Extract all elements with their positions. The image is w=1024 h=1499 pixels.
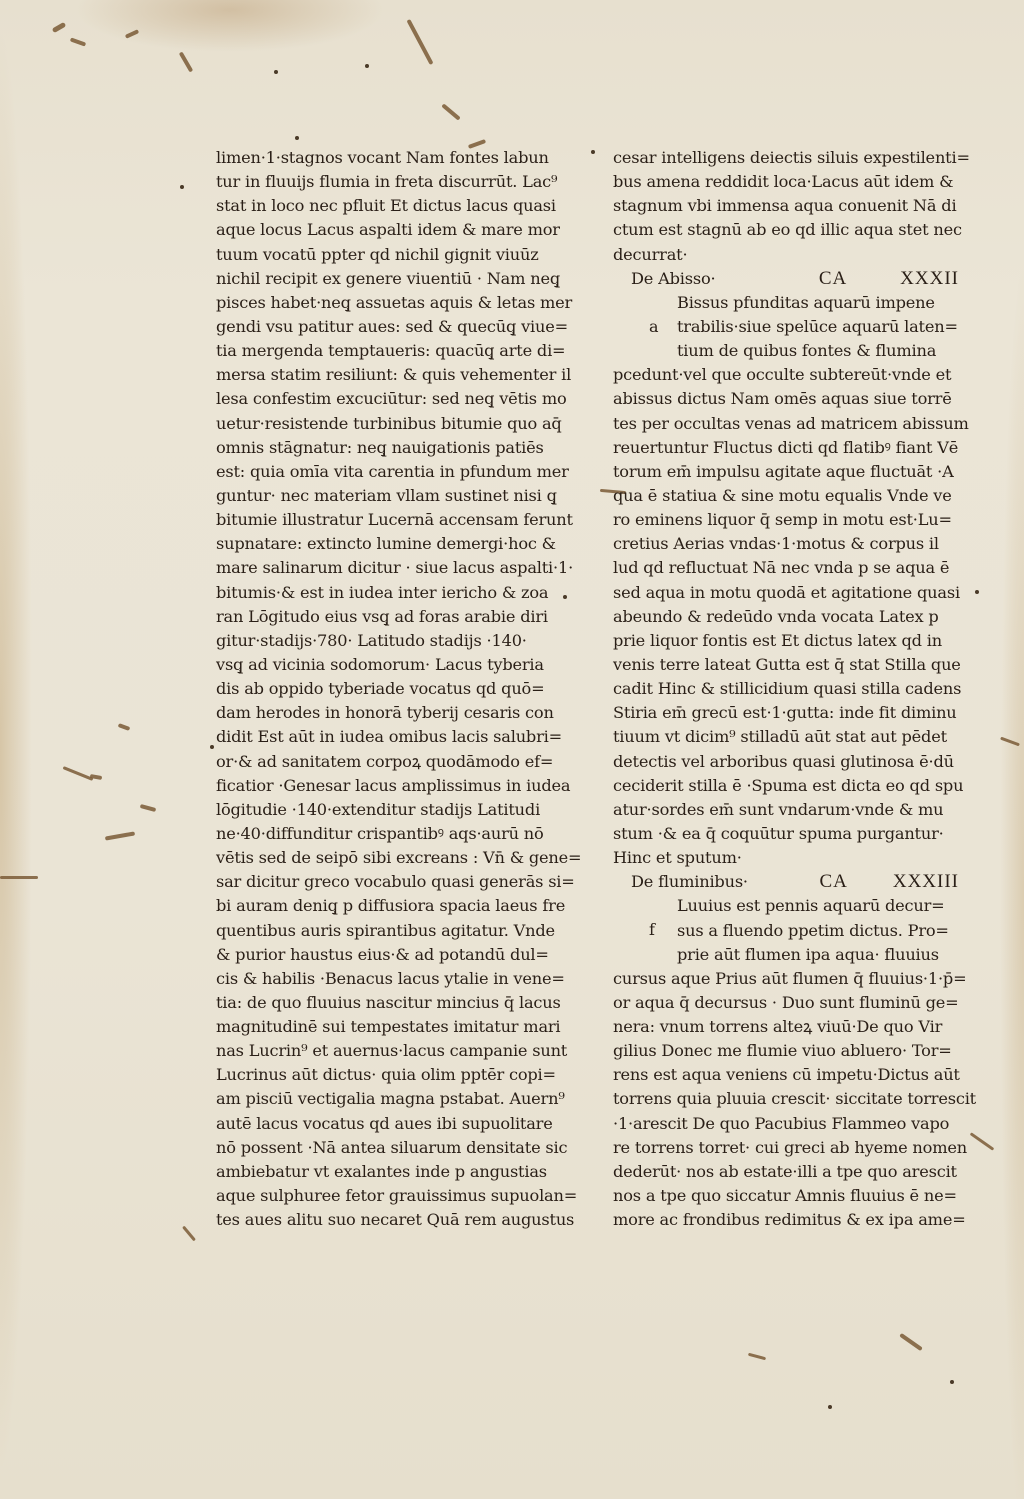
text-line: stat in loco nec pfluit Et dictus lacus quasi [216, 196, 556, 216]
text-line: bus amena reddidit loca·Lacus aūt idem & [613, 172, 954, 192]
text-line: aque locus Lacus aspalti idem & mare mor [216, 220, 560, 240]
text-line: cis & habilis ·Benacus lacus ytalie in vene= [216, 968, 565, 988]
text-line: prie liquor fontis est Et dictus latex qd in [613, 630, 942, 650]
text-line: dam herodes in honorā tyberij cesaris con [216, 703, 554, 723]
text-line: supnatare: extincto lumine demergi·hoc & [216, 534, 556, 554]
text-line: sar dicitur greco vocabulo quasi generās si= [216, 872, 575, 892]
wormhole-stain [1000, 737, 1020, 747]
text-line: aque sulphuree fetor grauissimus supuolan= [216, 1186, 578, 1206]
text-line: est: quia omīa vita carentia in pfundum mer [216, 461, 569, 481]
text-line: stum ·& ea q̄ coquūtur spuma purgantur· [613, 823, 944, 843]
text-line: torum em̄ impulsu agitate aque fluctuāt ·A [613, 461, 954, 481]
text-line: Bissus pfunditas aquarū impene [677, 292, 935, 312]
text-line: nō possent ·Nā antea siluarum densitate sic [216, 1137, 568, 1157]
text-line: nera: vnum torrens alteꝝ viuū·De quo Vir [613, 1017, 943, 1037]
text-line: re torrens torret· cui greci ab hyeme nomen [613, 1137, 967, 1157]
text-line: vsq̧ ad vicinia sodomorum· Lacus tyberia [216, 654, 544, 674]
wormhole-stain [0, 876, 38, 879]
wormhole-stain [899, 1333, 923, 1351]
text-line: qua ē statiua & sine motu equalis Vnde ve [613, 485, 952, 505]
text-line: ne·40·diffunditur crispantibꝰ aqs·aurū nō [216, 823, 544, 843]
text-line: pcedunt·vel que occulte subtereūt·vnde et [613, 365, 952, 385]
wormhole-stain [406, 19, 433, 65]
ink-speck [210, 745, 214, 749]
text-line: & purior haustus eius·& ad potandū dul= [216, 944, 549, 964]
text-line: tes aues alitu suo necaret Quā rem augustus [216, 1210, 575, 1230]
text-line: tium de quibus fontes & flumina [677, 341, 937, 361]
chapter-label: CA [819, 871, 848, 893]
text-line: ·1·arescit De quo Pacubius Flammeo vapo [613, 1113, 950, 1133]
text-line: reuertuntur Fluctus dicti qd flatibꝰ fiant Vē [613, 437, 959, 457]
ink-speck [295, 136, 299, 140]
ink-speck [828, 1405, 832, 1409]
text-line: tia: de quo fluuius nascitur mincius q̄ lacus [216, 992, 561, 1012]
guide-letter: f [649, 920, 655, 940]
initial-space-block [613, 291, 965, 363]
text-line: bitumis·& est in iudea inter iericho & zoa [216, 582, 549, 602]
text-line: gendi vsu patitur aues: sed & quecūq̧ viue= [216, 316, 568, 336]
text-line: guntur· nec materiam vllam sustinet nisi q̧ [216, 485, 557, 505]
text-line: cretius Aerias vndas·1·motus & corpus il [613, 534, 939, 554]
text-line: tur in fluuijs flumia in freta discurrūt. Lac⁹ [216, 172, 558, 192]
ink-speck [591, 150, 595, 154]
text-line: ceciderit stilla ē ·Spuma est dicta eo qd spu [613, 775, 964, 795]
text-line: autē lacus vocatus qd aues ibi supuolitare [216, 1113, 553, 1133]
guide-letter: a [649, 316, 659, 336]
chapter-number: XXXII [900, 267, 959, 289]
text-line: tes per occultas venas ad matricem abissum [613, 413, 969, 433]
wormhole-stain [125, 29, 139, 39]
ink-speck [950, 1380, 954, 1384]
ink-speck [274, 70, 278, 74]
text-line: quentibus auris spirantibus agitatur. Vnde [216, 920, 555, 940]
wormhole-stain [182, 1226, 196, 1242]
wormhole-stain [441, 103, 460, 120]
text-line: Hinc et sputum· [613, 848, 742, 868]
text-line: atur·sordes em̄ sunt vndarum·vnde & mu [613, 799, 944, 819]
text-line: decurrat· [613, 244, 688, 264]
text-line: abissus dictus Nam omēs aquas siue torrē [613, 389, 952, 409]
text-line: gitur·stadijs·780· Latitudo stadijs ·140· [216, 630, 527, 650]
text-line: nichil recipit ex genere viuentiū · Nam neq̧ [216, 268, 560, 288]
text-line: gilius Donec me flumie viuo abluero· Tor= [613, 1041, 952, 1061]
text-line: cursus aque Prius aūt flumen q̄ fluuius·1·p̄= [613, 968, 967, 988]
wormhole-stain [140, 804, 156, 812]
right-text-column [613, 146, 976, 1232]
wormhole-stain [63, 766, 94, 781]
text-line: lesa confestim excuciūtur: sed neq̧ vētis mo [216, 389, 567, 409]
text-line: ro eminens liquor q̄ semp in motu est·Lu= [613, 510, 952, 530]
text-line: nos a tpe quo siccatur Amnis fluuius ē ne= [613, 1186, 957, 1206]
chapter-title: De fluminibus· [631, 872, 748, 892]
text-line: Luuius est pennis aquarū decur= [677, 896, 945, 916]
text-line: vētis sed de seipō sibi excreans : Vn̄ & gene= [216, 848, 582, 868]
text-line: more ac frondibus redimitus & ex ipa ame= [613, 1210, 966, 1230]
text-line: abeundo & redeūdo vnda vocata Latex p [613, 606, 939, 626]
text-line: cadit Hinc & stillicidium quasi stilla cadens [613, 679, 962, 699]
chapter-heading [613, 267, 965, 291]
text-line: limen·1·stagnos vocant Nam fontes labun [216, 148, 549, 167]
wormhole-stain [52, 22, 67, 33]
text-line: tia mergenda temptaueris: quacūq̧ arte di= [216, 341, 566, 361]
chapter-heading [613, 870, 965, 894]
text-line: venis terre lateat Gutta est q̄ stat Stilla que [613, 654, 961, 674]
text-line: mare salinarum dicitur · siue lacus aspalti·1· [216, 558, 574, 578]
text-line: ambiebatur vt exalantes inde p angustias [216, 1161, 547, 1181]
text-line: tiuum vt dicim⁹ stilladū aūt stat aut pēdet [613, 727, 947, 747]
wormhole-stain [118, 723, 131, 731]
ink-speck [365, 64, 369, 68]
text-line: Lucrinus aūt dictus· quia olim pptēr copi= [216, 1065, 556, 1085]
wormhole-stain [179, 51, 193, 72]
text-line: trabilis·siue spelūce aquarū laten= [677, 316, 958, 336]
text-line: bitumie illustratur Lucernā accensam ferunt [216, 510, 573, 530]
text-line: lōgitudie ·140·extenditur stadijs Latitudi [216, 799, 541, 819]
text-line: torrens quia pluuia crescit· siccitate torrescit [613, 1089, 976, 1109]
text-line: dis ab oppido tyberiade vocatus qd quō= [216, 679, 545, 699]
wormhole-stain [748, 1353, 766, 1361]
text-line: lud qd refluctuat Nā nec vnda p se aqua ē [613, 558, 950, 578]
text-line: pisces habet·neq̧ assuetas aquis & letas mer [216, 292, 573, 312]
wormhole-stain [105, 831, 135, 840]
text-line: dederūt· nos ab estate·illi a tpe quo arescit [613, 1161, 957, 1181]
text-line: rens est aqua veniens cū impetu·Dictus aūt [613, 1065, 960, 1085]
text-line: sed aqua in motu quodā et agitatione quasi [613, 582, 960, 602]
text-line: am pisciū vectigalia magna pstabat. Auern⁹ [216, 1089, 565, 1109]
wormhole-stain [970, 1132, 995, 1151]
text-line: omnis stāgnatur: neq̧ nauigationis patiēs [216, 437, 544, 457]
text-line: mersa statim resiliunt: & quis vehementer il [216, 365, 572, 385]
text-line: ran Lōgitudo eius vsq̧ ad foras arabie diri [216, 606, 548, 626]
text-line: nas Lucrin⁹ et auernus·lacus campanie sunt [216, 1041, 568, 1061]
text-line: uetur·resistende turbinibus bitumie quo aq̄ [216, 413, 562, 433]
text-line: didit Est aūt in iudea omibus lacis salubri= [216, 727, 562, 747]
text-line: detectis vel arboribus quasi glutinosa ē·dū [613, 751, 954, 771]
text-line: sus a fluendo ppetim dictus. Pro= [677, 920, 949, 940]
left-text-column [216, 146, 582, 1232]
initial-space-block [613, 894, 965, 966]
text-line: cesar intelligens deiectis siluis expestilenti= [613, 148, 970, 167]
text-line: magnitudinē sui tempestates imitatur mari [216, 1017, 561, 1037]
text-line: tuum vocatū ppter qd nichil gignit viuūz [216, 244, 539, 264]
text-line: Stiria em̄ grecū est·1·gutta: inde fit diminu [613, 703, 957, 723]
text-line: ctum est stagnū ab eo qd illic aqua stet nec [613, 220, 962, 240]
text-line: stagnum vbi immensa aqua conuenit Nā di [613, 196, 957, 216]
chapter-label: CA [818, 267, 848, 289]
chapter-number: XXXIII [892, 871, 959, 893]
text-line: or·& ad sanitatem corpoꝝ quodāmodo ef= [216, 751, 554, 771]
ink-speck [180, 185, 184, 189]
text-line: prie aūt flumen ipa aqua· fluuius [677, 944, 939, 964]
text-line: ficatior ·Genesar lacus amplissimus in iudea [216, 775, 571, 795]
text-line: bi auram deniq̧ p diffusiora spacia laeus fre [216, 896, 566, 916]
chapter-title: De Abisso· [631, 268, 716, 288]
text-line: or aqua q̄ decursus · Duo sunt fluminū ge= [613, 992, 959, 1012]
ink-speck [975, 590, 979, 594]
wormhole-stain [70, 37, 86, 46]
